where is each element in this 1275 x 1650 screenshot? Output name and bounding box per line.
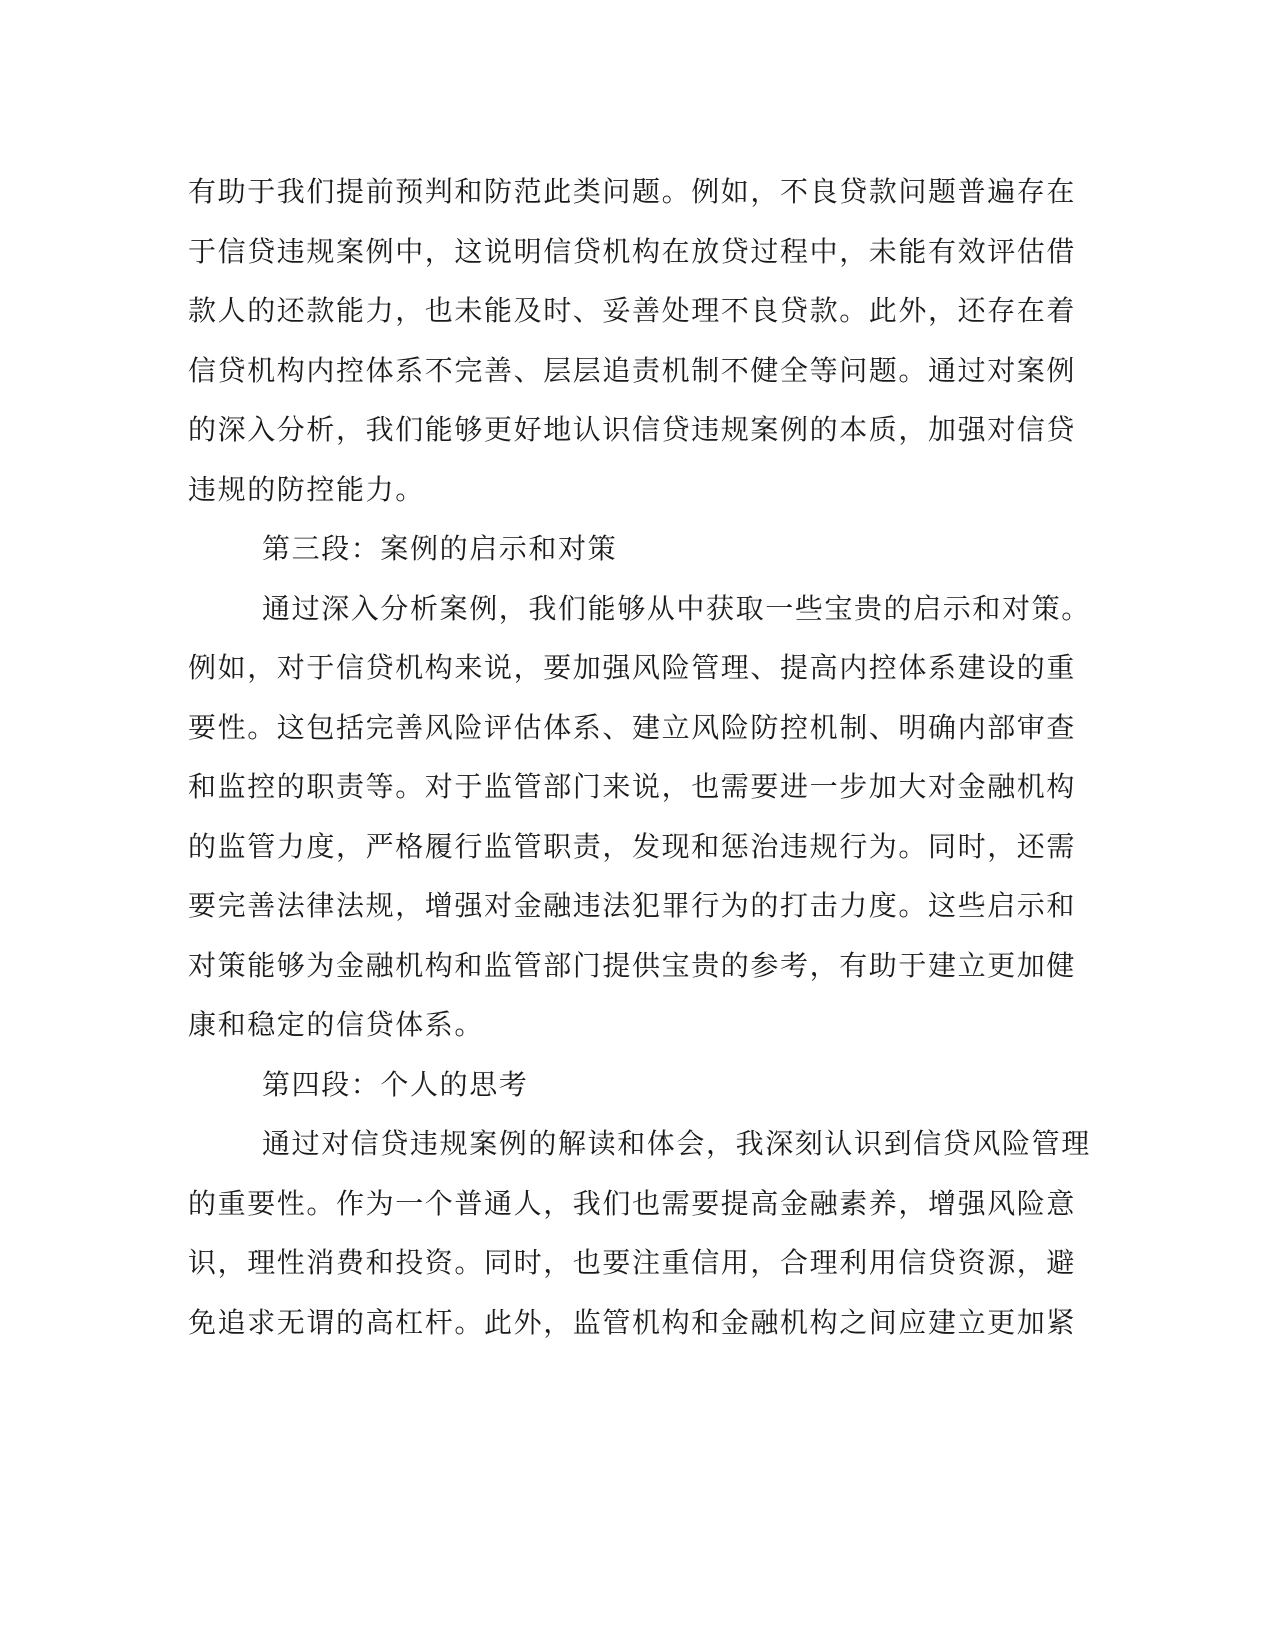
paragraph-line: 康和稳定的信贷体系。 — [188, 1008, 485, 1041]
paragraph-line: 的深入分析，我们能够更好地认识信贷违规案例的本质，加强对信贷 — [188, 413, 1077, 446]
document-body — [188, 162, 1091, 1352]
section-heading: 第四段：个人的思考 — [262, 1067, 529, 1101]
paragraph-line: 有助于我们提前预判和防范此类问题。例如，不良贷款问题普遍存在 — [188, 175, 1077, 208]
paragraph-line: 要性。这包括完善风险评估体系、建立风险防控机制、明确内部审查 — [188, 710, 1077, 744]
paragraph-line: 信贷机构内控体系不完善、层层追责机制不健全等问题。通过对案例 — [188, 353, 1077, 387]
paragraph-line: 例如，对于信贷机构来说，要加强风险管理、提高内控体系建设的重 — [188, 651, 1077, 684]
paragraph-line: 通过对信贷违规案例的解读和体会，我深刻认识到信贷风险管理 — [262, 1127, 1091, 1160]
paragraph-line: 通过深入分析案例，我们能够从中获取一些宝贵的启示和对策。 — [262, 591, 1091, 625]
paragraph-line: 的监管力度，严格履行监管职责，发现和惩治违规行为。同时，还需 — [188, 829, 1077, 863]
paragraph-line: 免追求无谓的高杠杆。此外，监管机构和金融机构之间应建立更加紧 — [188, 1305, 1077, 1339]
paragraph-line: 违规的防控能力。 — [188, 472, 425, 506]
paragraph-line: 于信贷违规案例中，这说明信贷机构在放贷过程中，未能有效评估借 — [188, 234, 1077, 268]
paragraph-line: 要完善法律法规，增强对金融违法犯罪行为的打击力度。这些启示和 — [188, 889, 1077, 922]
paragraph-line: 款人的还款能力，也未能及时、妥善处理不良贷款。此外，还存在着 — [188, 294, 1077, 327]
paragraph-line: 和监控的职责等。对于监管部门来说，也需要进一步加大对金融机构 — [188, 770, 1077, 803]
paragraph-line: 的重要性。作为一个普通人，我们也需要提高金融素养，增强风险意 — [188, 1186, 1077, 1220]
paragraph-line: 识，理性消费和投资。同时，也要注重信用，合理利用信贷资源，避 — [188, 1246, 1077, 1279]
section-heading: 第三段：案例的启示和对策 — [262, 532, 618, 565]
paragraph-line: 对策能够为金融机构和监管部门提供宝贵的参考，有助于建立更加健 — [188, 948, 1077, 982]
